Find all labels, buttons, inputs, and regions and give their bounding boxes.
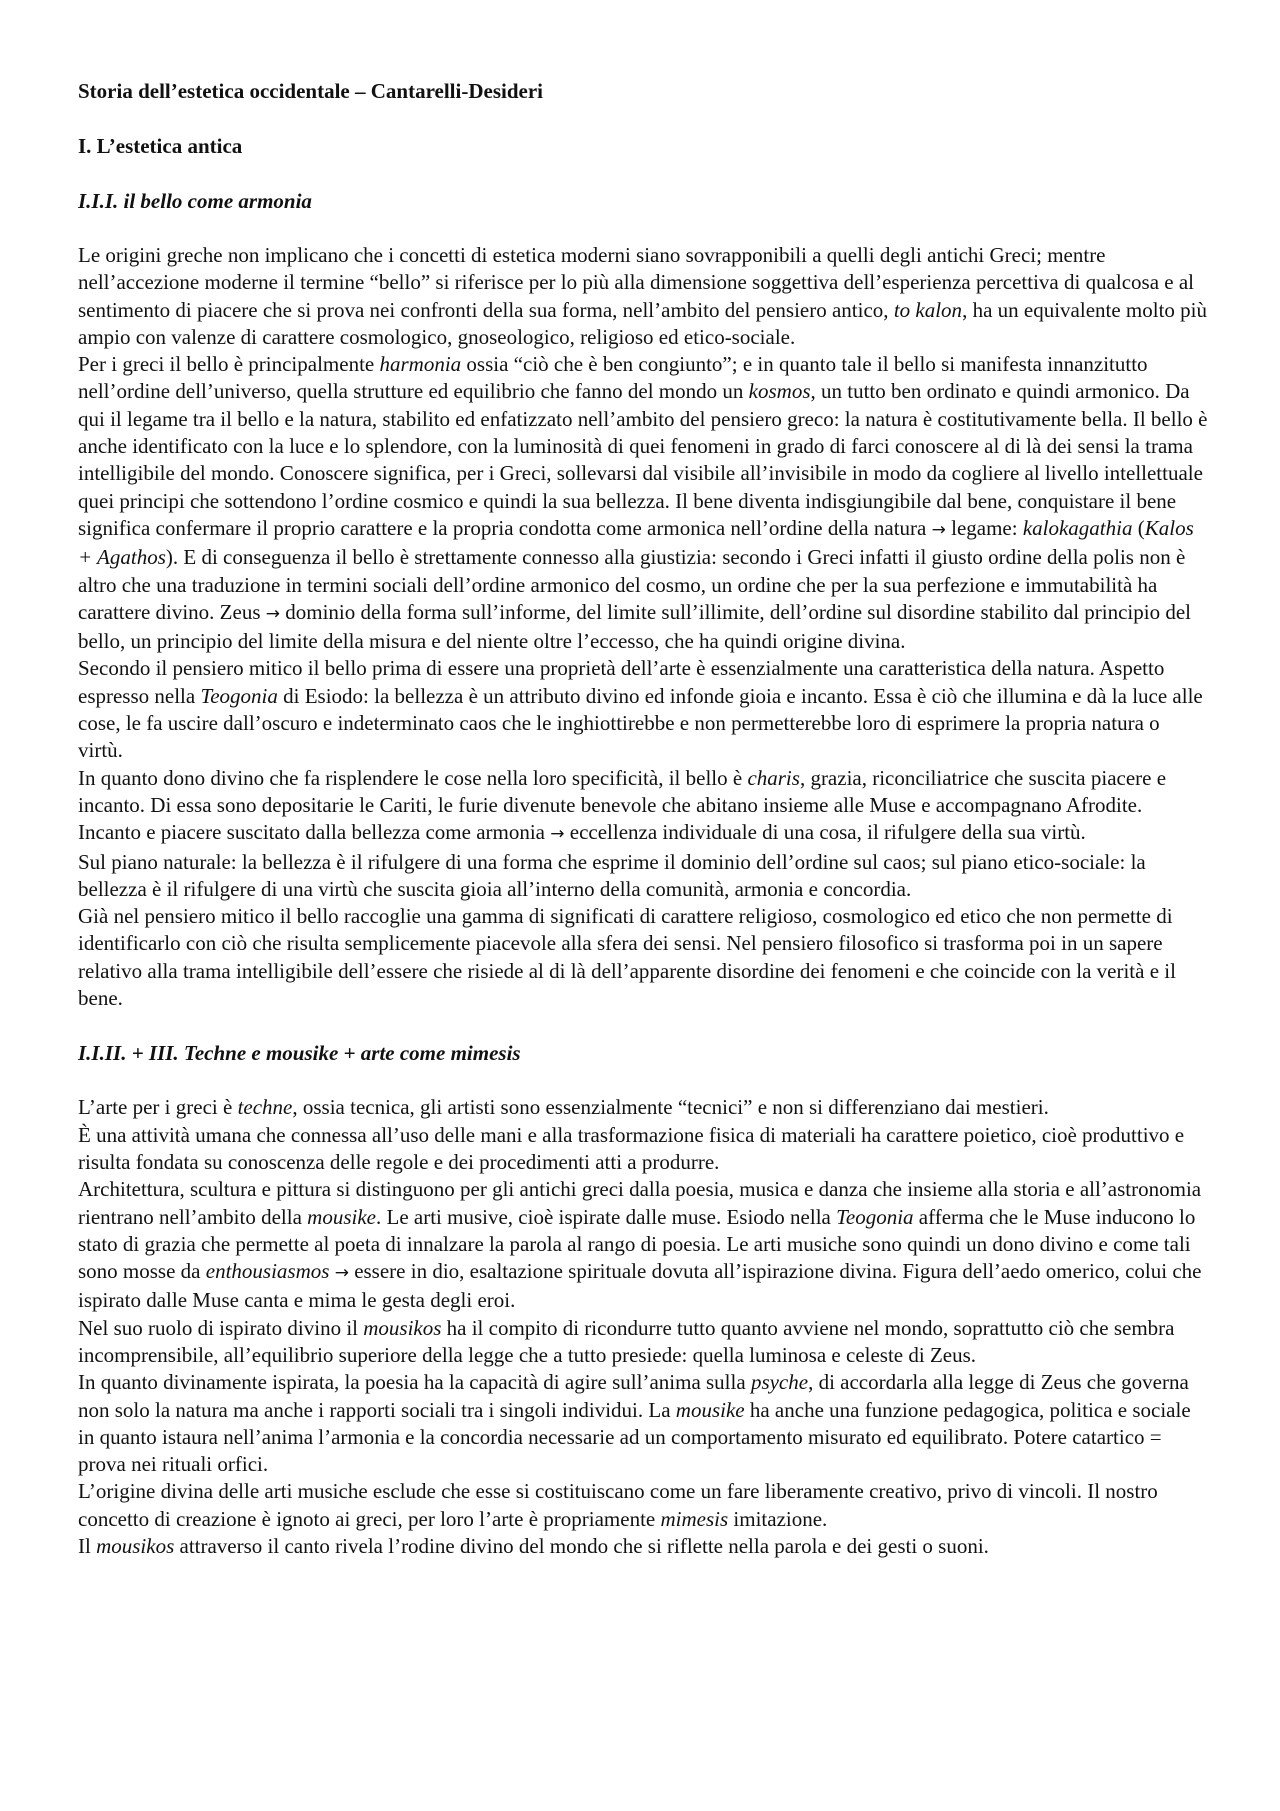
section-body-bello-armonia [78,242,1208,1012]
document-page [78,78,1208,1560]
chapter-heading: I. L’estetica antica [78,134,243,158]
paragraph: L’origine divina delle arti musiche esclude che esse si costituiscano come un fare liberamente creativo, privo di vincoli. Il nostro concetto di creazione è ignoto ai greci, per loro l’arte è propriamente mimesis imitazione. [78,1479,1158,1531]
paragraph: Nel suo ruolo di ispirato divino il mousikos ha il compito di ricondurre tutto quanto avviene nel mondo, soprattutto ciò che sembra incomprensibile, all’equilibrio superiore della legge che a tutto presiede: quella luminosa e celeste di Zeus. [78,1315,1175,1367]
paragraph: L’arte per i greci è techne, ossia tecnica, gli artisti sono essenzialmente “tecnici” e non si differenziano dai mestieri. [78,1095,1049,1120]
paragraph: Architettura, scultura e pittura si distinguono per gli antichi greci dalla poesia, musica e danza che insieme alla storia e all’astronomia rientrano nell’ambito della mousike. Le arti musive, cioè ispirate dalle muse. Esiodo nella Teogonia afferma che le Muse inducono lo stato di grazia che permette al poeta di innalzare la parola al rango di poesia. Le arti musiche sono quindi un dono divino e come tali sono mosse da enthousiasmos → essere in dio, esaltazione spirituale dovuta all’ispirazione divina. Figura dell’aedo omerico, colui che ispirato dalle Muse canta e mima le gesta degli eroi. [78,1177,1202,1313]
paragraph: In quanto dono divino che fa risplendere le cose nella loro specificità, il bello è charis, grazia, riconciliatrice che suscita piacere e incanto. Di essa sono depositarie le Cariti, le furie divenute benevole che abitano insieme alle Muse e accompagnano Afrodite. Incanto e piacere suscitato dalla bellezza come armonia → eccellenza individuale di una cosa, il rifulgere della sua virtù. [78,765,1167,845]
section-body-techne-mousike [78,1094,1208,1560]
paragraph: Le origini greche non implicano che i concetti di estetica moderni siano sovrapponibili a quelli degli antichi Greci; mentre nell’accezione moderne il termine “bello” si riferisce per lo più alla dimensione soggettiva dell’esperienza percettiva di qualcosa e al sentimento di piacere che si prova nei confronti della sua forma, nell’ambito del pensiero antico, to kalon, ha un equivalente molto più ampio con valenze di carattere cosmologico, gnoseologico, religioso ed etico-sociale. [78,243,1208,349]
paragraph: È una attività umana che connessa all’uso delle mani e alla trasformazione fisica di materiali ha carattere poietico, cioè produttivo e risulta fondata su conoscenza delle regole e dei procedimenti atti a produrre. [78,1122,1185,1174]
paragraph: Il mousikos attraverso il canto rivela l’rodine divino del mondo che si riflette nella parola e dei gesti o suoni. [78,1534,989,1559]
paragraph: Per i greci il bello è principalmente harmonia ossia “ciò che è ben congiunto”; e in quanto tale il bello si manifesta innanzitutto nell’ordine dell’universo, quella strutture ed equilibrio che fanno del mondo un kosmos, un tutto ben ordinato e quindi armonico. Da qui il legame tra il bello e la natura, stabilito ed enfatizzato nell’ambito del pensiero greco: la natura è costitutivamente bella. Il bello è anche identificato con la luce e lo splendore, con la luminosità di quei fenomeni in grado di farci conoscere al di là dei sensi la trama intelligibile del mondo. Conoscere significa, per i Greci, sollevarsi dal visibile all’invisibile in modo da cogliere al livello intellettuale quei principi che sottendono l’ordine cosmico e quindi la sua bellezza. Il bene diventa indisgiungibile dal bene, conquistare il bene significa confermare il proprio carattere e la propria condotta come armonica nell’ordine della natura → legame: kalokagathia (Kalos + Agathos). E di conseguenza il bello è strettamente connesso alla giustizia: secondo i Greci infatti il giusto ordine della polis non è altro che una traduzione in termini sociali dell’ordine armonico del cosmo, un ordine che per la sua perfezione e immutabilità ha carattere divino. Zeus → dominio della forma sull’informe, del limite sull’illimite, dell’ordine sul disordine stabilito dal principio del bello, un principio del limite della misura e del niente oltre l’eccesso, che ha quindi origine divina. [78,352,1208,654]
section-heading-bello-armonia: I.I.I. il bello come armonia [78,189,312,213]
paragraph: Già nel pensiero mitico il bello raccoglie una gamma di significati di carattere religioso, cosmologico ed etico che non permette di identificarlo con ciò che risulta semplicemente piacevole alla sfera dei sensi. Nel pensiero filosofico si trasforma poi in un sapere relativo alla trama intelligibile dell’essere che risiede al di là dell’apparente disordine dei fenomeni e che coincide con la verità e il bene. [78,904,1176,1011]
paragraph: In quanto divinamente ispirata, la poesia ha la capacità di agire sull’anima sulla psyche, di accordarla alla legge di Zeus che governa non solo la natura ma anche i rapporti sociali tra i singoli individui. La mousike ha anche una funzione pedagogica, politica e sociale in quanto istaura nell’anima l’armonia e la concordia necessarie ad un comportamento misurato ed equilibrato. Potere catartico = prova nei rituali orfici. [78,1370,1191,1477]
document-title: Storia dell’estetica occidentale – Cantarelli-Desideri [78,79,543,103]
paragraph: Secondo il pensiero mitico il bello prima di essere una proprietà dell’arte è essenzialmente una caratteristica della natura. Aspetto espresso nella Teogonia di Esiodo: la bellezza è un attributo divino ed infonde gioia e incanto. Essa è ciò che illumina e dà la luce alle cose, le fa uscire dall’oscuro e indeterminato caos che le inghiottirebbe e non permetterebbe loro di esprimere la propria natura o virtù. [78,656,1203,763]
section-heading-techne-mousike: I.I.II. + III. Techne e mousike + arte come mimesis [78,1041,521,1066]
paragraph: Sul piano naturale: la bellezza è il rifulgere di una forma che esprime il dominio dell’ordine sul caos; sul piano etico-sociale: la bellezza è il rifulgere di una virtù che suscita gioia all’interno della comunità, armonia e concordia. [78,849,1146,901]
